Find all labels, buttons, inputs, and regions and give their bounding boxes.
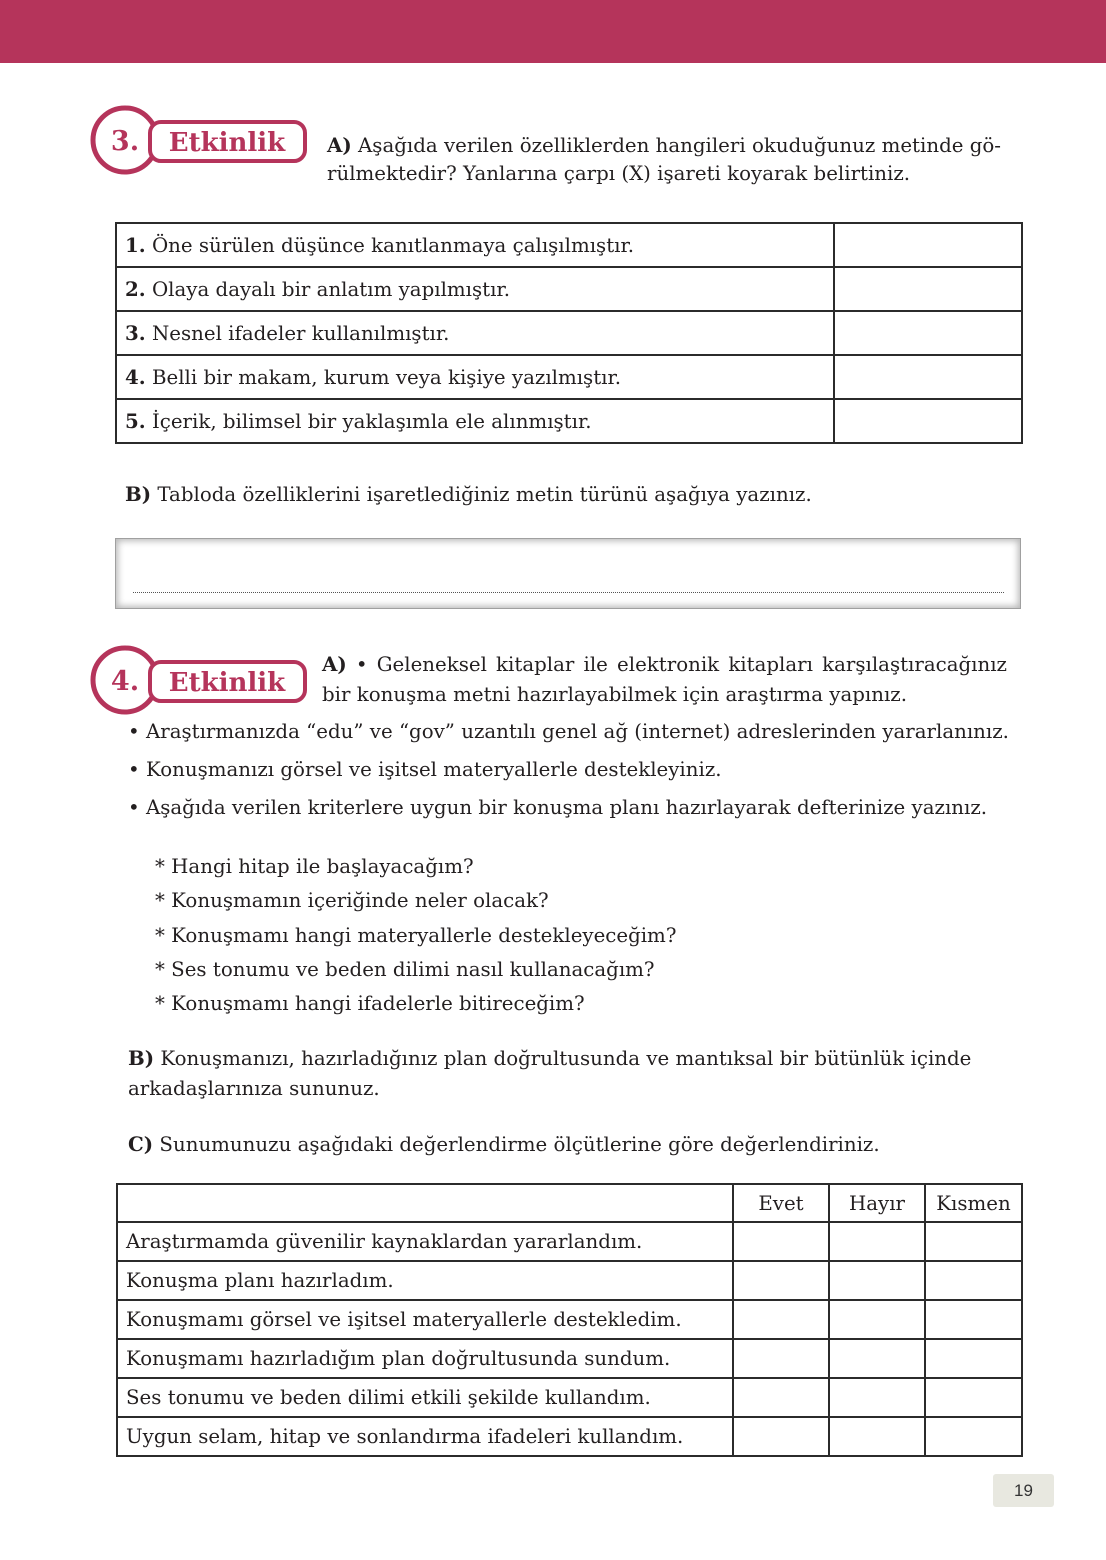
evet-cell	[733, 1261, 829, 1300]
hayir-cell	[829, 1339, 925, 1378]
table-row	[117, 1300, 1022, 1339]
feature-cell	[116, 267, 834, 311]
plan-question: * Konuşmamın içeriğinde neler olacak?	[155, 889, 549, 912]
plan-question: * Hangi hitap ile başlayacağım?	[155, 855, 474, 878]
criterion-cell: Konuşmamı görsel ve işitsel materyallerle destekledim.	[117, 1300, 733, 1339]
activity-3-instruction-a-line1	[327, 130, 1001, 160]
criterion-cell: Araştırmamda güvenilir kaynaklardan yararlandım.	[117, 1222, 733, 1261]
feature-cell	[116, 223, 834, 267]
answer-dotted-line	[133, 592, 1004, 593]
item-number: 2.	[125, 277, 146, 301]
answer-box	[115, 538, 1021, 609]
activity-number: 3.	[110, 126, 140, 157]
item-number: 5.	[125, 409, 146, 433]
item-text: İçerik, bilimsel bir yaklaşımla ele alınmıştır.	[151, 410, 592, 433]
activity-badge-graphic	[88, 104, 310, 180]
mark-cell	[834, 399, 1022, 443]
mark-cell	[834, 267, 1022, 311]
table-row	[116, 355, 1022, 399]
table-row	[117, 1417, 1022, 1456]
hayir-cell	[829, 1222, 925, 1261]
plan-question: * Ses tonumu ve beden dilimi nasıl kullanacağım?	[155, 958, 655, 981]
header-bar	[0, 0, 1106, 63]
table-row	[117, 1378, 1022, 1417]
evet-cell	[733, 1339, 829, 1378]
criteria-header-cell	[117, 1184, 733, 1222]
bullet-item: • Araştırmanızda “edu” ve “gov” uzantılı genel ağ (internet) adreslerinden yararlanınız.	[128, 720, 1009, 743]
column-header-kismen: Kısmen	[925, 1184, 1022, 1222]
instruction-text: Aşağıda verilen özelliklerden hangileri okuduğunuz metinde gö-	[358, 134, 1001, 157]
item-number: 3.	[125, 321, 146, 345]
page-number: 19	[993, 1474, 1054, 1507]
table-row	[116, 311, 1022, 355]
evet-cell	[733, 1378, 829, 1417]
activity-4-instruction-b-line2: arkadaşlarınıza sununuz.	[128, 1077, 380, 1100]
activity-label: Etkinlik	[168, 128, 286, 158]
instruction-text: Konuşmanızı, hazırladığınız plan doğrultusunda ve mantıksal bir bütünlük içinde	[160, 1047, 972, 1070]
part-prefix: C)	[128, 1132, 154, 1156]
activity-4-instruction-a-line1	[322, 649, 1007, 679]
item-number: 1.	[125, 233, 146, 257]
criterion-cell: Konuşmamı hazırladığım plan doğrultusunda sundum.	[117, 1339, 733, 1378]
table-row	[116, 267, 1022, 311]
part-prefix: B)	[128, 1046, 155, 1070]
hayir-cell	[829, 1417, 925, 1456]
part-prefix: A)	[322, 652, 347, 676]
activity-3-instruction-b	[125, 479, 812, 509]
column-header-evet: Evet	[733, 1184, 829, 1222]
feature-cell	[116, 311, 834, 355]
evet-cell	[733, 1417, 829, 1456]
kismen-cell	[925, 1339, 1022, 1378]
criterion-cell: Uygun selam, hitap ve sonlandırma ifadeleri kullandım.	[117, 1417, 733, 1456]
activity-badge-graphic	[88, 644, 310, 720]
item-number: 4.	[125, 365, 146, 389]
bullet-item: • Konuşmanızı görsel ve işitsel materyallerle destekleyiniz.	[128, 758, 722, 781]
activity-3-instruction-a-line2: rülmektedir? Yanlarına çarpı (X) işareti koyarak belirtiniz.	[327, 162, 911, 185]
kismen-cell	[925, 1222, 1022, 1261]
mark-cell	[834, 223, 1022, 267]
part-prefix: B)	[125, 482, 152, 506]
feature-cell	[116, 355, 834, 399]
activity-4-instruction-b-line1	[128, 1043, 971, 1073]
features-table	[115, 222, 1023, 444]
item-text: Öne sürülen düşünce kanıtlanmaya çalışılmıştır.	[151, 234, 635, 257]
kismen-cell	[925, 1300, 1022, 1339]
table-row	[116, 399, 1022, 443]
kismen-cell	[925, 1417, 1022, 1456]
evaluation-table	[116, 1183, 1023, 1457]
part-prefix: A)	[327, 133, 352, 157]
hayir-cell	[829, 1300, 925, 1339]
activity-3-badge	[88, 104, 310, 180]
evet-cell	[733, 1300, 829, 1339]
hayir-cell	[829, 1261, 925, 1300]
table-row	[117, 1261, 1022, 1300]
activity-label: Etkinlik	[168, 668, 286, 698]
criterion-cell: Ses tonumu ve beden dilimi etkili şekilde kullandım.	[117, 1378, 733, 1417]
plan-question: * Konuşmamı hangi ifadelerle bitireceğim?	[155, 992, 585, 1015]
kismen-cell	[925, 1378, 1022, 1417]
criterion-cell: Konuşma planı hazırladım.	[117, 1261, 733, 1300]
table-row	[116, 223, 1022, 267]
activity-4-instruction-c	[128, 1129, 880, 1159]
hayir-cell	[829, 1378, 925, 1417]
table-header-row	[117, 1184, 1022, 1222]
mark-cell	[834, 355, 1022, 399]
table-row	[117, 1222, 1022, 1261]
kismen-cell	[925, 1261, 1022, 1300]
evet-cell	[733, 1222, 829, 1261]
instruction-text: • Geleneksel kitaplar ile elektronik kitapları karşılaştıracağınız	[355, 653, 1007, 676]
instruction-text: Sunumunuzu aşağıdaki değerlendirme ölçütlerine göre değerlendiriniz.	[159, 1133, 880, 1156]
feature-cell	[116, 399, 834, 443]
activity-4-instruction-a-line2: bir konuşma metni hazırlayabilmek için araştırma yapınız.	[322, 683, 908, 706]
activity-4-badge	[88, 644, 310, 720]
plan-question: * Konuşmamı hangi materyallerle destekleyeceğim?	[155, 924, 677, 947]
item-text: Belli bir makam, kurum veya kişiye yazılmıştır.	[151, 366, 622, 389]
table-row	[117, 1339, 1022, 1378]
item-text: Nesnel ifadeler kullanılmıştır.	[151, 322, 450, 345]
instruction-text: Tabloda özelliklerini işaretlediğiniz metin türünü aşağıya yazınız.	[157, 483, 812, 506]
activity-number: 4.	[110, 666, 140, 697]
item-text: Olaya dayalı bir anlatım yapılmıştır.	[151, 278, 510, 301]
mark-cell	[834, 311, 1022, 355]
column-header-hayir: Hayır	[829, 1184, 925, 1222]
bullet-item: • Aşağıda verilen kriterlere uygun bir konuşma planı hazırlayarak defterinize yazınız.	[128, 796, 988, 819]
